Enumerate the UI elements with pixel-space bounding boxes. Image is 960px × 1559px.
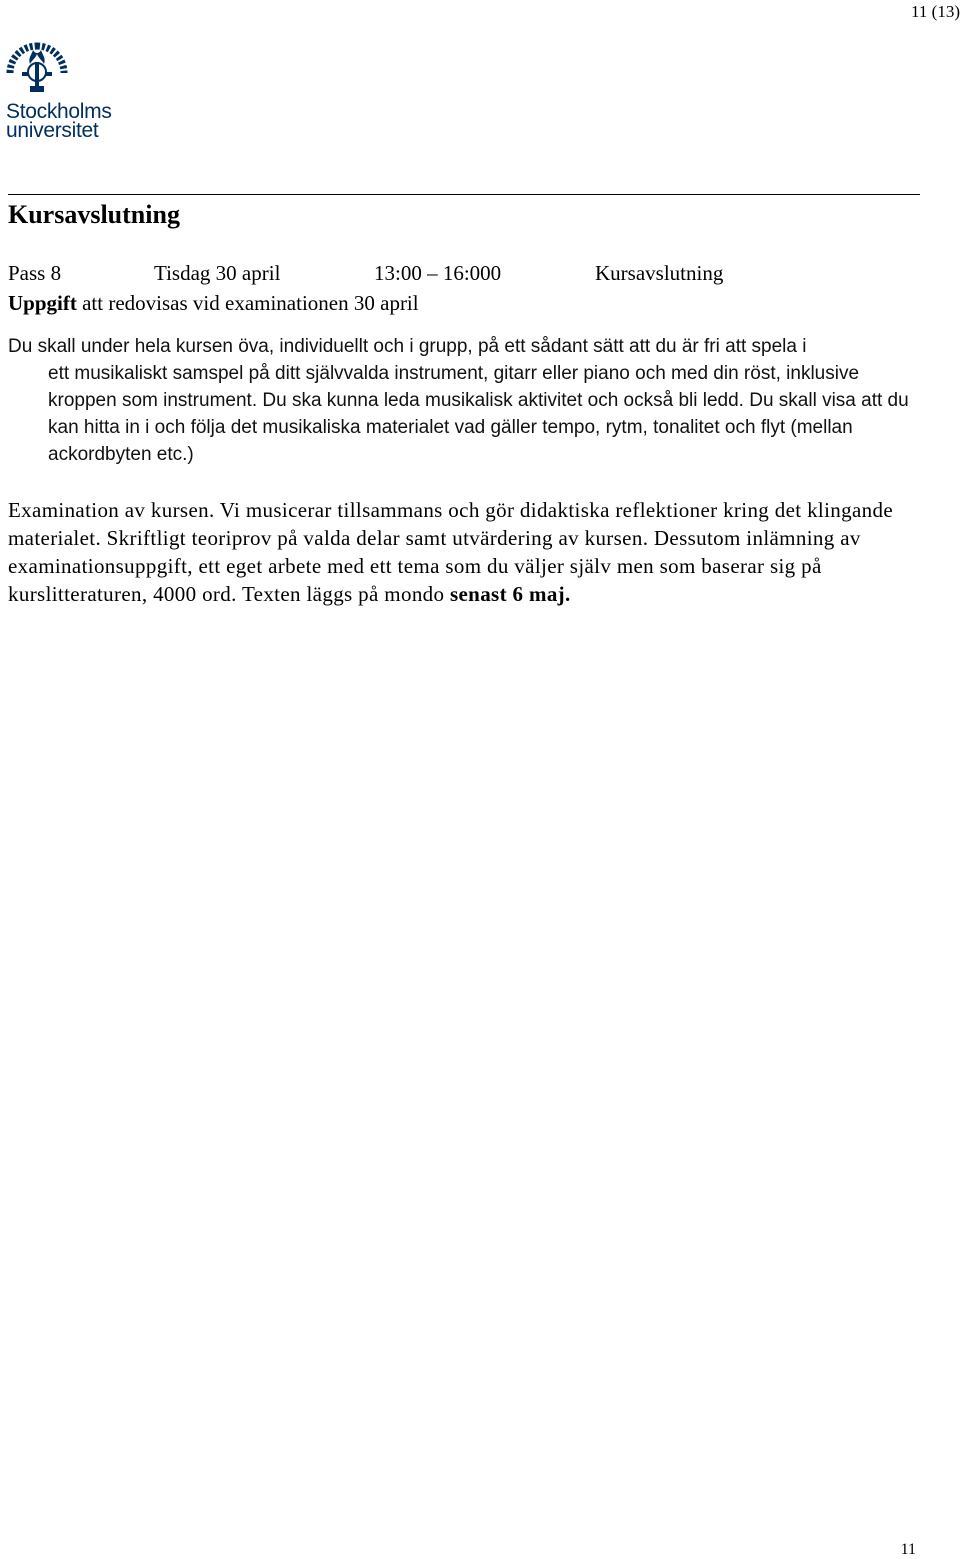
examination-paragraph (8, 496, 920, 608)
deadline-text: senast 6 maj. (449, 582, 571, 606)
course-goal-paragraph (8, 333, 920, 468)
task-text: att redovisas vid examinationen 30 april (82, 291, 419, 315)
logo-wordmark (6, 102, 112, 140)
examination-text: Examination av kursen. Vi musicerar tillsammans och gör didaktiska reflektioner kring det klingande materialet. Skriftligt teoriprov på valda delar samt utvärdering av kursen. Dessutom inlämning av examinationsuppgift, ett eget arbete med ett tema som du väljer själv men som baserar sig på kurslitteraturen, 4000 ord. Texten läggs på mondo (8, 498, 894, 606)
session-topic: Kursavslutning (595, 261, 724, 285)
logo-line-2: universitet (6, 119, 99, 142)
university-seal-icon (6, 42, 68, 100)
task-label: Uppgift (8, 291, 77, 315)
page-number: 11 (900, 1541, 916, 1558)
session-pass: Pass 8 (8, 261, 62, 285)
session-day: Tisdag 30 april (154, 261, 281, 285)
task-line (8, 288, 419, 318)
session-time: 13:00 – 16:000 (374, 261, 502, 285)
logo-line-1: Stockholms (6, 100, 112, 123)
page-counter: 11 (13) (911, 2, 960, 21)
section-title: Kursavslutning (8, 200, 180, 229)
university-logo (6, 42, 130, 142)
paragraph1-body: ett musikaliskt samspel på ditt självvalda instrument, gitarr eller piano och med din röst, inklusive kroppen som instrument. Du ska kunna leda musikalisk aktivitet och också bli ledd. Du skall visa att du kan hitta in i och följa det musikaliska materialet vad gäller tempo, rytm, tonalitet och flyt (mellan ackordbyten etc.) (48, 363, 909, 465)
header-divider (8, 194, 920, 195)
paragraph1-first-line: Du skall under hela kursen öva, individuellt och i grupp, på ett sådant sätt att du är fri att spela i (8, 336, 807, 357)
